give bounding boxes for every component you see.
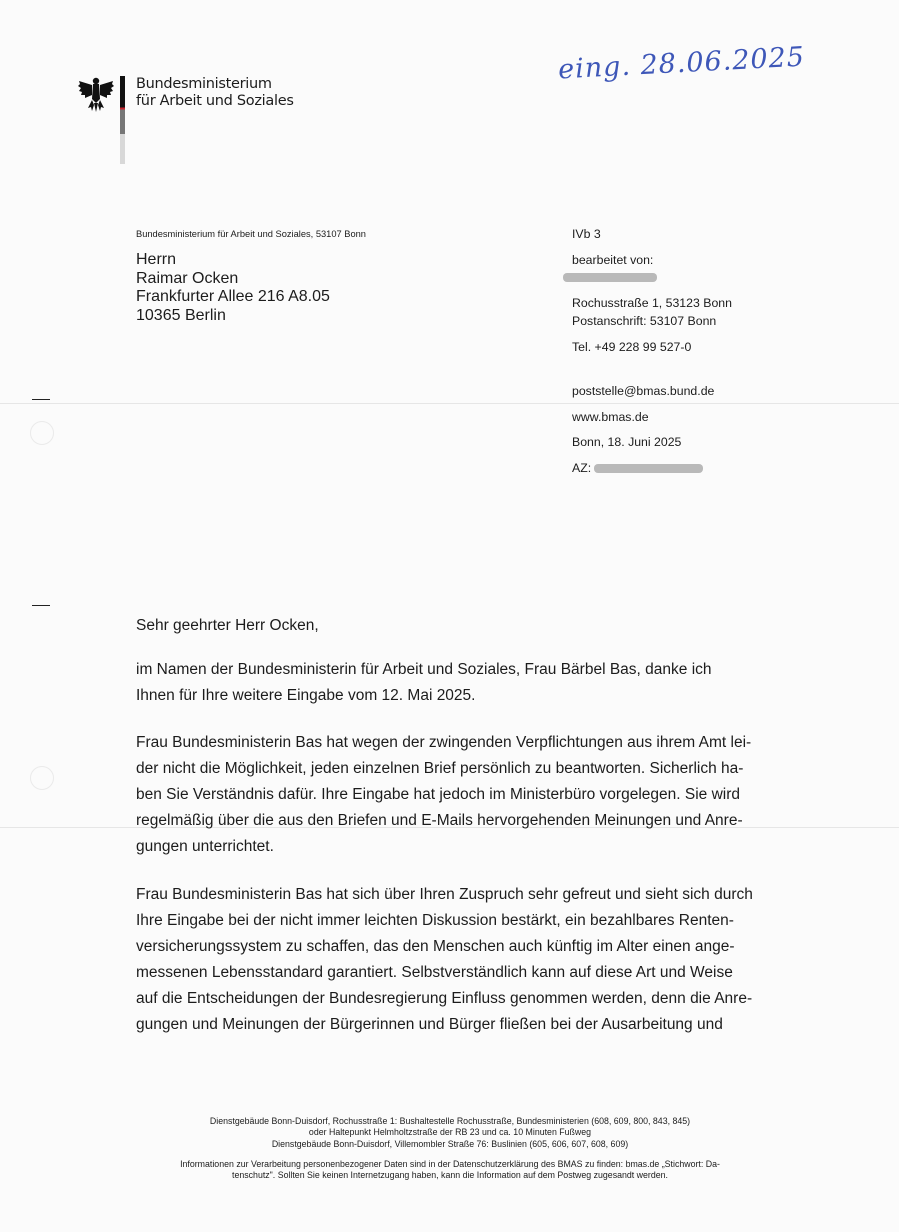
paragraph-line: gungen und Meinungen der Bürgerinnen und Bürger fließen bei der Ausarbeitung und bbox=[136, 1016, 723, 1033]
paragraph-line: Frau Bundesministerin Bas hat sich über Ihren Zuspruch sehr gefreut und sieht sich durch bbox=[136, 886, 753, 903]
paragraph-line: auf die Entscheidungen der Bundesregierung Einfluss genommen werden, denn die Anre- bbox=[136, 990, 753, 1007]
paragraph-3 bbox=[136, 882, 776, 1038]
paragraph-line: der nicht die Möglichkeit, jeden einzelnen Brief persönlich zu beantworten. Sicherlich ha- bbox=[136, 760, 744, 777]
email-address: poststelle@bmas.bund.de bbox=[572, 384, 715, 398]
ministry-name bbox=[136, 76, 294, 110]
office-address: Rochusstraße 1, 53123 Bonn bbox=[572, 296, 732, 310]
paragraph-line: Ihnen für Ihre weitere Eingabe vom 12. Mai 2025. bbox=[136, 687, 476, 704]
paragraph-line: messenen Lebensstandard garantiert. Selbstverständlich kann auf diese Art und Weise bbox=[136, 964, 733, 981]
recipient-city: 10365 Berlin bbox=[136, 306, 226, 324]
recipient-salutation: Herrn bbox=[136, 251, 177, 268]
redacted-reference bbox=[594, 464, 703, 473]
paragraph-line: regelmäßig über die aus den Briefen und E-Mails hervorgehenden Meinungen und Anre- bbox=[136, 812, 743, 829]
postal-address: Postanschrift: 53107 Bonn bbox=[572, 314, 717, 328]
reference-label: AZ: bbox=[572, 461, 592, 475]
sender-line: Bundesministerium für Arbeit und Soziales, 53107 Bonn bbox=[136, 229, 366, 239]
footer-privacy-info bbox=[90, 1159, 810, 1182]
ministry-name-line2: für Arbeit und Soziales bbox=[136, 93, 294, 109]
punch-hole bbox=[30, 766, 54, 790]
federal-eagle-icon bbox=[78, 75, 114, 113]
footer-line: Dienstgebäude Bonn-Duisdorf, Rochusstraße 1: Bushaltestelle Rochusstraße, Bundesministerien (608, 609, 800, 843, 845) bbox=[209, 1116, 691, 1126]
paragraph-line: gungen unterrichtet. bbox=[136, 838, 274, 855]
letter-salutation: Sehr geehrter Herr Ocken, bbox=[136, 617, 319, 634]
redacted-name bbox=[563, 273, 657, 282]
paragraph-line: im Namen der Bundesministerin für Arbeit und Soziales, Frau Bärbel Bas, danke ich bbox=[136, 661, 712, 678]
department-code: IVb 3 bbox=[572, 227, 601, 241]
ministry-name-line1: Bundesministerium bbox=[136, 76, 272, 92]
punch-mark bbox=[32, 605, 50, 606]
paragraph-1 bbox=[136, 657, 776, 709]
footer-line: oder Haltepunkt Helmholtzstraße der RB 23 und ca. 10 Minuten Fußweg bbox=[308, 1127, 592, 1138]
paragraph-line: ben Sie Verständnis dafür. Ihre Eingabe hat jedoch im Ministerbüro vorgelegen. Sie wird bbox=[136, 786, 740, 803]
punch-hole bbox=[30, 421, 54, 445]
recipient-street: Frankfurter Allee 216 A8.05 bbox=[136, 288, 330, 305]
recipient-name: Raimar Ocken bbox=[136, 269, 239, 287]
paragraph-2 bbox=[136, 730, 776, 860]
processed-by-label: bearbeitet von: bbox=[572, 253, 654, 267]
paragraph-line: versicherungssystem zu schaffen, das den Menschen auch künftig im Alter einen ange- bbox=[136, 938, 735, 955]
website: www.bmas.de bbox=[572, 410, 649, 424]
logo-flag-bar bbox=[120, 76, 125, 164]
paragraph-line: Frau Bundesministerin Bas hat wegen der zwingenden Verpflichtungen aus ihrem Amt lei- bbox=[136, 734, 752, 751]
footer-line: Informationen zur Verarbeitung personenbezogener Daten sind in der Datenschutzerklärung des BMAS zu finden: bmas.de „Stichwort: Da- bbox=[180, 1159, 720, 1169]
paragraph-line: Ihre Eingabe bei der nicht immer leichten Diskussion bestärkt, ein bezahlbares Renten- bbox=[136, 912, 734, 929]
letter-date: Bonn, 18. Juni 2025 bbox=[572, 435, 682, 449]
footer-transit-info bbox=[90, 1116, 810, 1150]
phone-number: Tel. +49 228 99 527-0 bbox=[572, 340, 692, 354]
recipient-address bbox=[136, 251, 330, 325]
fold-line bbox=[0, 403, 899, 404]
footer-line: Dienstgebäude Bonn-Duisdorf, Villemombler Straße 76: Buslinien (605, 606, 607, 608, 609) bbox=[271, 1138, 629, 1149]
handwritten-receipt-note: eing. 28.06.2025 bbox=[557, 41, 806, 86]
footer-line: tenschutz". Sollten Sie keinen Internetzugang haben, kann die Information auf dem Postweg zugesandt werden. bbox=[232, 1170, 668, 1181]
fold-mark bbox=[32, 399, 50, 400]
